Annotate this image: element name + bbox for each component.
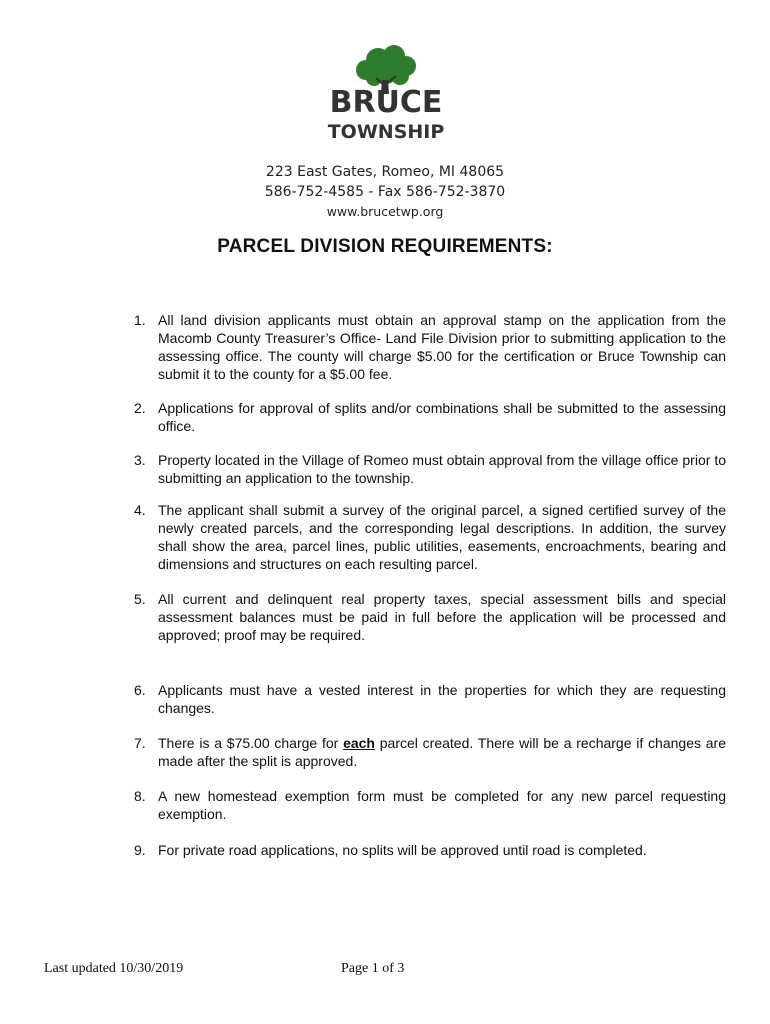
page-title: PARCEL DIVISION REQUIREMENTS: [217, 236, 553, 257]
list-item [134, 451, 726, 487]
item-number: 5. [134, 591, 146, 607]
item-number: 7. [134, 735, 146, 751]
phone-line: 586-752-4585 - Fax 586-752-3870 [264, 184, 506, 200]
emphasis-each: each [343, 735, 375, 751]
list-item [134, 399, 726, 435]
item-number: 9. [134, 842, 146, 858]
logo-name-top: BRUCE [329, 85, 443, 120]
item-number: 2. [134, 400, 146, 416]
item-text-after: parcel created. There will be a recharge if changes are made after the split is approved. [158, 735, 726, 769]
township-logo [316, 42, 456, 146]
item-text: A new homestead exemption form must be completed for any new parcel requesting exemption. [158, 788, 726, 822]
item-text: For private road applications, no splits will be approved until road is completed. [158, 842, 647, 858]
item-number: 6. [134, 682, 146, 698]
list-item [134, 681, 726, 717]
item-number: 1. [134, 312, 146, 328]
item-text: Property located in the Village of Romeo must obtain approval from the village office prior to submitting an application to the township. [158, 452, 726, 486]
item-text: All land division applicants must obtain an approval stamp on the application from the Macomb County Treasurer’s Office- Land File Division prior to submitting application to the assessing office. The county will charge $5.00 for the certification or Bruce Township can submit it to the county for a $5.00 fee. [158, 312, 726, 382]
item-text [158, 734, 726, 770]
list-item [134, 501, 726, 573]
item-text-before: There is a $75.00 charge for [158, 735, 344, 751]
item-text: Applications for approval of splits and/or combinations shall be submitted to the assessing office. [158, 400, 726, 434]
item-number: 4. [134, 502, 146, 518]
list-item [134, 841, 726, 859]
item-text: Applicants must have a vested interest in the properties for which they are requesting changes. [158, 682, 726, 716]
address-line: 223 East Gates, Romeo, MI 48065 [265, 164, 505, 180]
list-item [134, 590, 726, 644]
list-item [134, 734, 726, 770]
tree-logo-icon [316, 42, 456, 146]
item-text: All current and delinquent real property taxes, special assessment bills and special assessment balances must be paid in full before the application will be processed and approved; proof may be required. [158, 591, 726, 643]
last-updated: Last updated 10/30/2019 [44, 961, 184, 976]
list-item [134, 787, 726, 823]
page-number: Page 1 of 3 [341, 961, 405, 976]
item-text: The applicant shall submit a survey of the original parcel, a signed certified survey of the newly created parcels, and the corresponding legal descriptions. In addition, the survey shall show the area, parcel lines, public utilities, easements, encroachments, bearing and dimensions and structures on each resulting parcel. [158, 502, 726, 572]
list-item [134, 311, 726, 383]
website-link[interactable]: www.brucetwp.org [326, 204, 444, 219]
item-number: 8. [134, 788, 146, 804]
item-number: 3. [134, 452, 146, 468]
logo-name-bottom: TOWNSHIP [327, 121, 445, 143]
